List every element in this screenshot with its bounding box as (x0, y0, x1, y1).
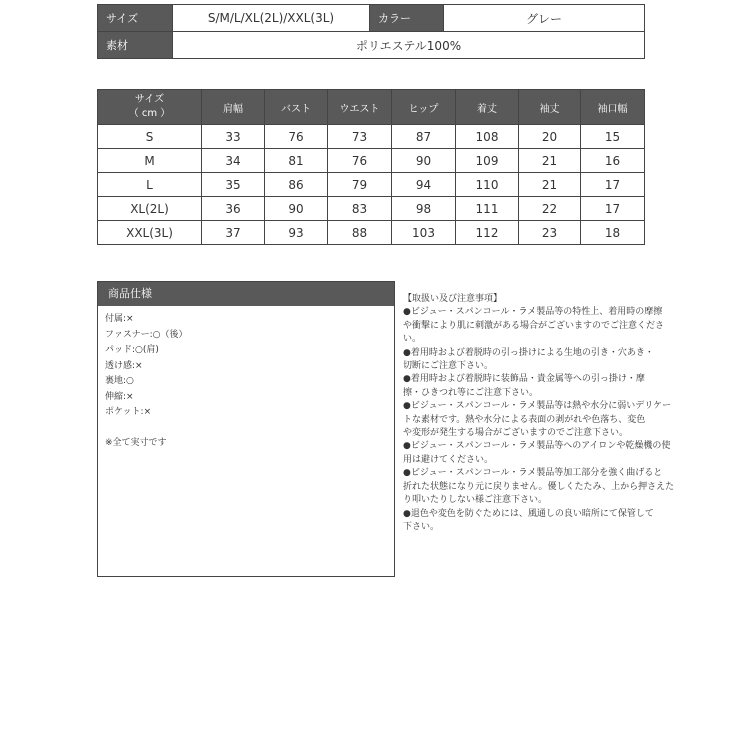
row-size: L (98, 173, 202, 197)
table-cell: 17 (581, 173, 645, 197)
row-size: S (98, 125, 202, 149)
care-line: ●ビジュー・スパンコール・ラメ製品等加工部分を強く曲げると (403, 468, 663, 479)
row-size: XL(2L) (98, 197, 202, 221)
care-line: ●ビジュー・スパンコール・ラメ製品等の特性上、着用時の摩擦 (403, 307, 663, 318)
material-value: ポリエステル100% (173, 32, 645, 59)
table-cell: 83 (328, 197, 392, 221)
table-cell: 20 (519, 125, 581, 149)
size-label: サイズ (98, 5, 173, 32)
table-cell: 94 (392, 173, 456, 197)
table-row (98, 149, 645, 173)
table-cell: 79 (328, 173, 392, 197)
table-cell: 110 (456, 173, 519, 197)
care-line: ●ビジュー・スパンコール・ラメ製品等は熱や水分に弱いデリケー (403, 401, 672, 412)
care-line: 折れた状態になり元に戻りません。優しくたたみ、上から押さえた (403, 481, 675, 492)
size-value: S/M/L/XL(2L)/XXL(3L) (173, 5, 370, 32)
info-row-material (98, 32, 645, 59)
care-line: や衝撃により肌に刺激がある場合がございますのでご注意くださ (403, 320, 665, 331)
size-header-label: サイズ (134, 94, 165, 105)
product-info-table (97, 4, 645, 59)
care-line: 擦・ひきつれ等にご注意下さい。 (403, 387, 539, 398)
column-header-cuff-width: 袖口幅 (581, 90, 645, 125)
table-cell: 37 (202, 221, 265, 245)
column-header-shoulder: 肩幅 (202, 90, 265, 125)
table-cell: 87 (392, 125, 456, 149)
table-cell: 34 (202, 149, 265, 173)
table-cell: 21 (519, 149, 581, 173)
table-row (98, 197, 645, 221)
care-title: 【取扱い及び注意事項】 (403, 294, 503, 304)
care-line: り叩いたりしない様ご注意下さい。 (403, 495, 548, 506)
table-cell: 98 (392, 197, 456, 221)
table-cell: 90 (392, 149, 456, 173)
column-header-sleeve-length: 袖丈 (519, 90, 581, 125)
care-line: ●着用時および着脱時の引っ掛けによる生地の引き・穴あき・ (403, 347, 654, 358)
table-cell: 17 (581, 197, 645, 221)
table-row (98, 173, 645, 197)
table-cell: 73 (328, 125, 392, 149)
care-line: 下さい。 (403, 521, 440, 532)
table-cell: 22 (519, 197, 581, 221)
spec-item-sheerness: 透け感:× (105, 360, 143, 371)
size-chart-table (97, 89, 645, 245)
table-cell: 36 (202, 197, 265, 221)
care-notes (403, 293, 675, 534)
care-line: トな素材です。熱や水分による表面の剥がれや色落ち、変色 (403, 414, 646, 425)
table-cell: 88 (328, 221, 392, 245)
spec-note: ※全て実寸です (105, 437, 167, 448)
table-cell: 76 (265, 125, 328, 149)
table-row (98, 221, 645, 245)
spec-title: 商品仕様 (98, 282, 394, 306)
table-cell: 93 (265, 221, 328, 245)
spec-item-pad: パッド:○(肩) (105, 345, 159, 355)
info-row-size-color (98, 5, 645, 32)
spec-list (98, 306, 394, 451)
table-cell: 18 (581, 221, 645, 245)
table-cell: 103 (392, 221, 456, 245)
table-cell: 90 (265, 197, 328, 221)
color-label: カラー (370, 5, 444, 32)
table-cell: 86 (265, 173, 328, 197)
table-cell: 33 (202, 125, 265, 149)
table-cell: 35 (202, 173, 265, 197)
table-cell: 23 (519, 221, 581, 245)
table-cell: 21 (519, 173, 581, 197)
column-header-hip: ヒップ (392, 90, 456, 125)
table-cell: 15 (581, 125, 645, 149)
care-line: 用は避けてください。 (403, 454, 494, 465)
product-spec-box (97, 281, 395, 577)
spec-item-accessories: 付属:× (105, 314, 134, 324)
care-line: ●着用時および着脱時に装飾品・貴金属等への引っ掛け・摩 (403, 374, 645, 385)
care-line: ●退色や変色を防ぐためには、風通しの良い暗所にて保管して (403, 508, 654, 519)
row-size: M (98, 149, 202, 173)
spec-item-pocket: ポケット:× (105, 407, 152, 417)
table-cell: 111 (456, 197, 519, 221)
column-header-length: 着丈 (456, 90, 519, 125)
size-chart-header-row (98, 90, 645, 125)
table-cell: 108 (456, 125, 519, 149)
table-cell: 81 (265, 149, 328, 173)
table-cell: 109 (456, 149, 519, 173)
care-line: や変形が発生する場合がございますのでご注意下さい。 (403, 428, 629, 439)
spec-item-lining: 裏地:○ (105, 376, 134, 386)
table-cell: 16 (581, 149, 645, 173)
table-cell: 76 (328, 149, 392, 173)
row-size: XXL(3L) (98, 221, 202, 245)
size-header-unit: （ cm ） (128, 108, 171, 119)
size-header-cell (98, 90, 202, 125)
care-line: ●ビジュー・スパンコール・ラメ製品等へのアイロンや乾燥機の使 (403, 441, 671, 452)
table-row (98, 125, 645, 149)
material-label: 素材 (98, 32, 173, 59)
column-header-bust: バスト (265, 90, 328, 125)
care-line: 切断にご注意下さい。 (403, 361, 494, 372)
spec-item-fastener: ファスナー:○（後） (105, 329, 188, 340)
color-value: グレー (444, 5, 645, 32)
column-header-waist: ウエスト (328, 90, 392, 125)
care-line: い。 (403, 334, 422, 345)
table-cell: 112 (456, 221, 519, 245)
spec-item-stretch: 伸縮:× (105, 391, 134, 402)
